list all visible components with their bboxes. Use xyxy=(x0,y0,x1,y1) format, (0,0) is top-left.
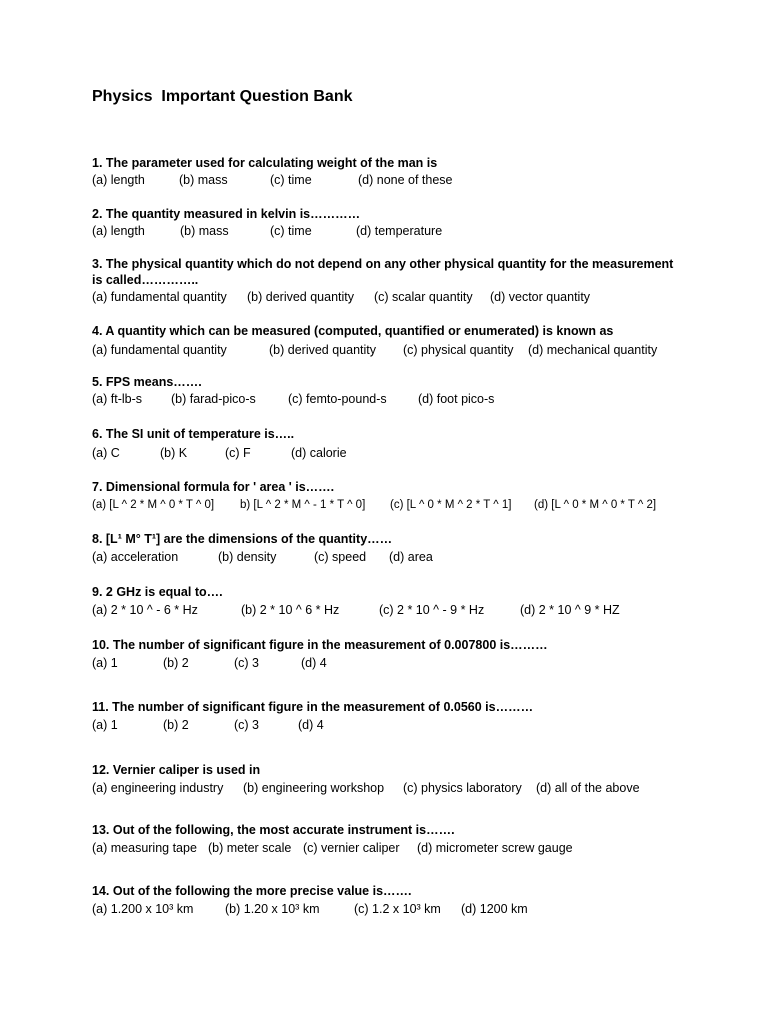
option-b: (b) engineering workshop xyxy=(243,781,385,795)
option-d: (d) [L ^ 0 * M ^ 0 * T ^ 2] xyxy=(534,499,657,511)
option-a: (a) 1 xyxy=(92,718,118,732)
question-text: 1. The parameter used for calculating weight of the man is xyxy=(92,156,438,170)
option-b: b) [L ^ 2 * M ^ - 1 * T ^ 0] xyxy=(240,499,366,511)
option-c: (c) F xyxy=(225,446,251,460)
question-3 xyxy=(92,256,682,306)
question-options xyxy=(92,496,682,514)
question-11 xyxy=(92,699,682,734)
question-6 xyxy=(92,426,682,462)
option-d: (d) temperature xyxy=(356,224,443,238)
question-9 xyxy=(92,584,682,619)
question-options xyxy=(92,716,682,734)
option-b: (b) meter scale xyxy=(208,841,292,855)
question-options xyxy=(92,779,682,797)
option-a: (a) 2 * 10 ^ - 6 * Hz xyxy=(92,603,198,617)
question-options xyxy=(92,288,682,306)
option-a: (a) 1.200 x 10³ km xyxy=(92,902,194,916)
question-options xyxy=(92,601,682,619)
question-4 xyxy=(92,323,682,359)
option-b: (b) 2 xyxy=(163,656,189,670)
option-c: (c) physical quantity xyxy=(403,343,514,357)
question-options xyxy=(92,654,682,672)
option-b: (b) 2 * 10 ^ 6 * Hz xyxy=(241,603,340,617)
option-d: (d) mechanical quantity xyxy=(528,343,658,357)
question-text: 6. The SI unit of temperature is….. xyxy=(92,427,295,441)
question-text: 7. Dimensional formula for ' area ' is……. xyxy=(92,480,335,494)
question-7 xyxy=(92,479,682,514)
option-d: (d) 4 xyxy=(301,656,327,670)
question-5 xyxy=(92,374,682,408)
option-c: (c) speed xyxy=(314,550,367,564)
option-d: (d) foot pico-s xyxy=(418,392,495,406)
option-c: (c) physics laboratory xyxy=(403,781,522,795)
option-a: (a) fundamental quantity xyxy=(92,343,227,357)
option-d: (d) all of the above xyxy=(536,781,640,795)
option-a: (a) C xyxy=(92,446,120,460)
question-options xyxy=(92,171,682,189)
question-1 xyxy=(92,155,682,189)
option-a: (a) acceleration xyxy=(92,550,179,564)
option-b: (b) mass xyxy=(180,224,229,238)
option-d: (d) vector quantity xyxy=(490,290,591,304)
option-a: (a) length xyxy=(92,173,145,187)
option-d: (d) 1200 km xyxy=(461,902,528,916)
question-text: 8. [L¹ M° T¹] are the dimensions of the quantity…… xyxy=(92,532,393,546)
option-d: (d) micrometer screw gauge xyxy=(417,841,573,855)
option-c: (c) 3 xyxy=(234,656,259,670)
option-c: (c) 3 xyxy=(234,718,259,732)
option-a: (a) fundamental quantity xyxy=(92,290,227,304)
option-b: (b) derived quantity xyxy=(247,290,355,304)
option-d: (d) 2 * 10 ^ 9 * HZ xyxy=(520,603,620,617)
option-c: (c) vernier caliper xyxy=(303,841,400,855)
question-text: 4. A quantity which can be measured (computed, quantified or enumerated) is known as xyxy=(92,324,614,338)
option-c: (c) time xyxy=(270,173,312,187)
option-d: (d) calorie xyxy=(291,446,347,460)
option-c: (c) [L ^ 0 * M ^ 2 * T ^ 1] xyxy=(390,499,512,511)
question-options xyxy=(92,222,682,240)
option-b: (b) K xyxy=(160,446,188,460)
question-options xyxy=(92,341,682,359)
option-a: (a) 1 xyxy=(92,656,118,670)
document-title: Physics Important Question Bank xyxy=(92,88,353,105)
option-a: (a) [L ^ 2 * M ^ 0 * T ^ 0] xyxy=(92,499,215,511)
question-13 xyxy=(92,822,682,857)
question-options xyxy=(92,900,682,918)
option-d: (d) 4 xyxy=(298,718,324,732)
option-c: (c) 1.2 x 10³ km xyxy=(354,902,441,916)
option-c: (c) femto-pound-s xyxy=(288,392,387,406)
option-b: (b) 1.20 x 10³ km xyxy=(225,902,320,916)
option-d: (d) area xyxy=(389,550,433,564)
question-text: 5. FPS means……. xyxy=(92,375,202,389)
option-a: (a) ft-lb-s xyxy=(92,392,142,406)
option-b: (b) farad-pico-s xyxy=(171,392,256,406)
question-text: 3. The physical quantity which do not depend on any other physical quantity for the measurement is called………….. xyxy=(92,257,674,287)
question-text: 13. Out of the following, the most accurate instrument is……. xyxy=(92,823,455,837)
option-b: (b) density xyxy=(218,550,277,564)
option-c: (c) time xyxy=(270,224,312,238)
option-b: (b) 2 xyxy=(163,718,189,732)
option-d: (d) none of these xyxy=(358,173,453,187)
question-text: 12. Vernier caliper is used in xyxy=(92,763,261,777)
question-2 xyxy=(92,206,682,240)
question-options xyxy=(92,390,682,408)
option-b: (b) mass xyxy=(179,173,228,187)
question-text: 2. The quantity measured in kelvin is………… xyxy=(92,207,361,221)
question-options xyxy=(92,839,682,857)
option-b: (b) derived quantity xyxy=(269,343,377,357)
question-options xyxy=(92,548,682,566)
question-14 xyxy=(92,883,682,918)
question-text: 14. Out of the following the more precise value is……. xyxy=(92,884,412,898)
question-8 xyxy=(92,531,682,566)
question-options xyxy=(92,444,682,462)
option-a: (a) length xyxy=(92,224,145,238)
option-c: (c) scalar quantity xyxy=(374,290,473,304)
question-text: 11. The number of significant figure in the measurement of 0.0560 is……… xyxy=(92,700,534,714)
question-text: 9. 2 GHz is equal to…. xyxy=(92,585,223,599)
question-text: 10. The number of significant figure in the measurement of 0.007800 is……… xyxy=(92,638,548,652)
option-a: (a) measuring tape xyxy=(92,841,197,855)
option-c: (c) 2 * 10 ^ - 9 * Hz xyxy=(379,603,485,617)
option-a: (a) engineering industry xyxy=(92,781,224,795)
question-10 xyxy=(92,637,682,672)
question-12 xyxy=(92,762,682,797)
